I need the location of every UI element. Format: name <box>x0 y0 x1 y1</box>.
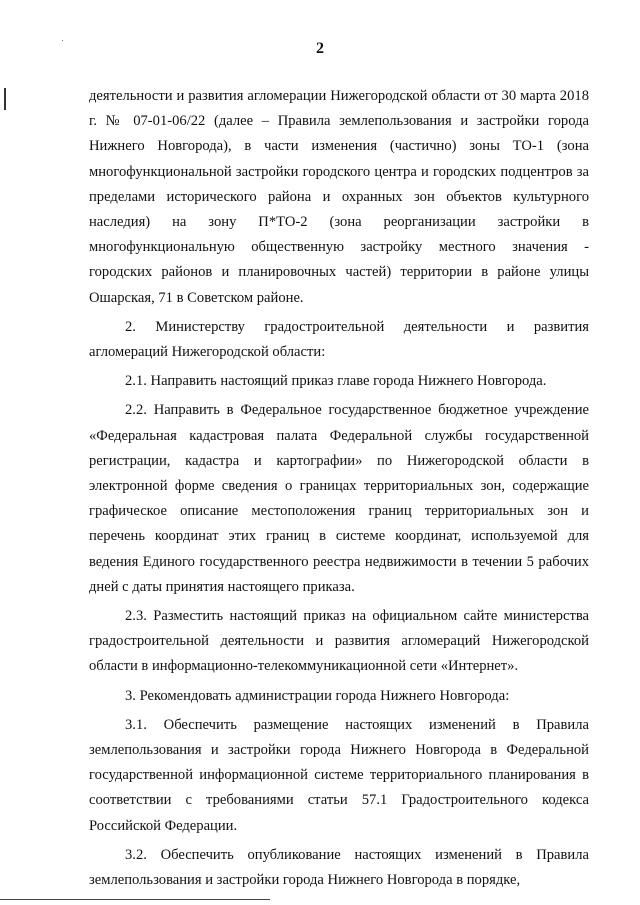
paragraph-item-3-2: 3.2. Обеспечить опубликование настоящих изменений в Правила землепользования и застройки города Нижнего Новгорода в порядке, <box>89 846 589 889</box>
paragraph-item-2-1: 2.1. Направить настоящий приказ главе города Нижнего Новгорода. <box>125 373 547 390</box>
paragraph-item-3-1: 3.1. Обеспечить размещение настоящих изменений в Правила землепользования и застройки города Нижнего Новгорода в Федеральной государственной информационной системе территориального планирования в соответствии с требованиями статьи 57.1 Градостроительного кодекса Российской Федерации. <box>89 716 589 834</box>
footer-rule <box>0 899 270 900</box>
paragraph-item-2: 2. Министерству градостроительной деятельности и развития агломераций Нижегородской области: <box>89 318 589 361</box>
page-number: 2 <box>316 40 324 57</box>
paragraph-item-2-2: 2.2. Направить в Федеральное государственное бюджетное учреждение «Федеральная кадастровая палата Федеральной службы государственной регистрации, кадастра и картографии» по Нижегородской области в электронной форме сведения о границах территориальных зон, содержащие графическое описание местоположения границ территориальных зон и перечень координат этих границ в системе координат, используемой для ведения Единого государственного реестра недвижимости в течении 5 рабочих дней с даты принятия настоящего приказа. <box>89 402 589 595</box>
scan-edge-mark <box>4 88 6 110</box>
paragraph-continuation: деятельности и развития агломерации Нижегородской области от 30 марта 2018 г. № 07-01-06/22 (далее – Правила землепользования и застройки города Нижнего Новгорода), в части изменения (частично) зоны ТО-1 (зона многофункциональной застройки городского центра и городских подцентров за пределами исторического района и охранных зон объектов культурного наследия) на зону П*ТО-2 (зона реорганизации застройки в многофункциональную общественную застройку местного значения - городских районов и планировочных частей) территории в районе улицы Ошарская, 71 в Советском районе. <box>89 88 589 306</box>
paragraph-item-3: 3. Рекомендовать администрации города Нижнего Новгорода: <box>125 687 510 704</box>
document-body <box>89 84 589 897</box>
paragraph-item-2-3: 2.3. Разместить настоящий приказ на официальном сайте министерства градостроительной деятельности и развития агломераций Нижегородской области в информационно-телекоммуникационной сети «Интернет». <box>89 608 589 675</box>
